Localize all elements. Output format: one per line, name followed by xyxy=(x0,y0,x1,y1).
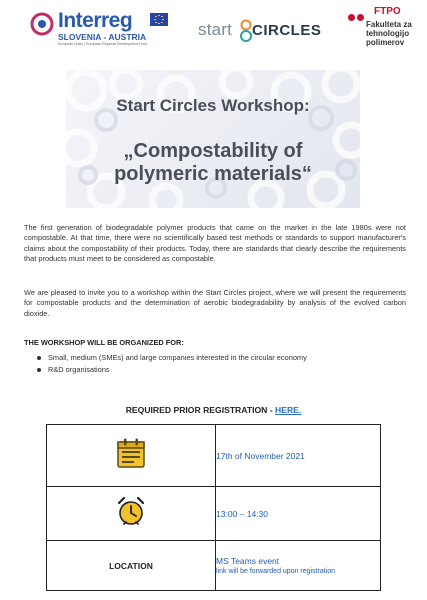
start-circles-logo-start: start xyxy=(198,20,233,39)
registration-text: REQUIRED PRIOR REGISTRATION - xyxy=(125,405,276,415)
registration-link[interactable]: HERE. xyxy=(275,405,302,415)
ftpo-faculty-name: Fakulteta za tehnologijo polimerov xyxy=(366,20,412,47)
event-info-table xyxy=(46,424,381,591)
workshop-banner xyxy=(66,70,360,208)
date-icon-cell xyxy=(47,425,216,487)
location-value-cell xyxy=(216,541,381,591)
interreg-logo xyxy=(30,10,170,48)
start-circles-logo-circles: CIRCLES xyxy=(252,22,322,39)
audience-list xyxy=(48,352,307,376)
ftpo-dots-icon xyxy=(348,8,366,26)
eu-flag-icon xyxy=(150,13,168,26)
banner-circles-background xyxy=(66,70,360,208)
banner-subtitle-line2: polymeric materials“ xyxy=(114,163,312,185)
start-circles-logo xyxy=(198,18,330,48)
banner-title: Start Circles Workshop: xyxy=(116,96,310,115)
interreg-mark-icon xyxy=(30,12,54,36)
location-value: MS Teams event xyxy=(216,556,280,566)
alarm-clock-icon xyxy=(115,495,147,527)
calendar-icon xyxy=(116,437,146,469)
registration-line xyxy=(0,405,427,415)
date-value: 17th of November 2021 xyxy=(216,425,381,487)
start-circles-eight-icon xyxy=(240,18,252,44)
time-value: 13:00 – 14:30 xyxy=(216,487,381,541)
time-icon-cell xyxy=(47,487,216,541)
interreg-subtitle: SLOVENIA - AUSTRIA xyxy=(58,32,147,42)
table-row xyxy=(47,487,381,541)
header xyxy=(0,0,427,58)
interreg-fine-print: European Union | European Regional Development Fund xyxy=(58,42,147,46)
table-row xyxy=(47,541,381,591)
invitation-paragraph: We are pleased to invite you to a workshop within the Start Circles project, where we will present the requirements for compostable products and the determination of aerobic biodegradability by analysis of the evolved carbon dioxide. xyxy=(24,288,406,318)
list-item: Small, medium (SMEs) and large companies interested in the circular economy xyxy=(48,353,307,362)
location-label-cell xyxy=(47,541,216,591)
table-row xyxy=(47,425,381,487)
list-item: R&D organisations xyxy=(48,364,307,376)
organized-for-heading: THE WORKSHOP WILL BE ORGANIZED FOR: xyxy=(24,338,184,347)
location-note: link will be forwarded upon registration xyxy=(216,568,336,575)
interreg-title: Interreg xyxy=(58,9,133,32)
intro-paragraph: The first generation of biodegradable polymer products that came on the market in the late 1980s were not compostable. At that time, there were no scientifically based test methods or standards to support manufacturer's claims about the compostability of their products. Today, there are standards that clearly describe the requirements that products must meet to be considered as compostable. xyxy=(24,223,406,264)
ftpo-name: FTPO xyxy=(374,6,401,17)
banner-subtitle-line1: „Compostability of xyxy=(123,140,303,162)
location-label: LOCATION xyxy=(109,560,153,571)
ftpo-logo xyxy=(348,6,427,52)
